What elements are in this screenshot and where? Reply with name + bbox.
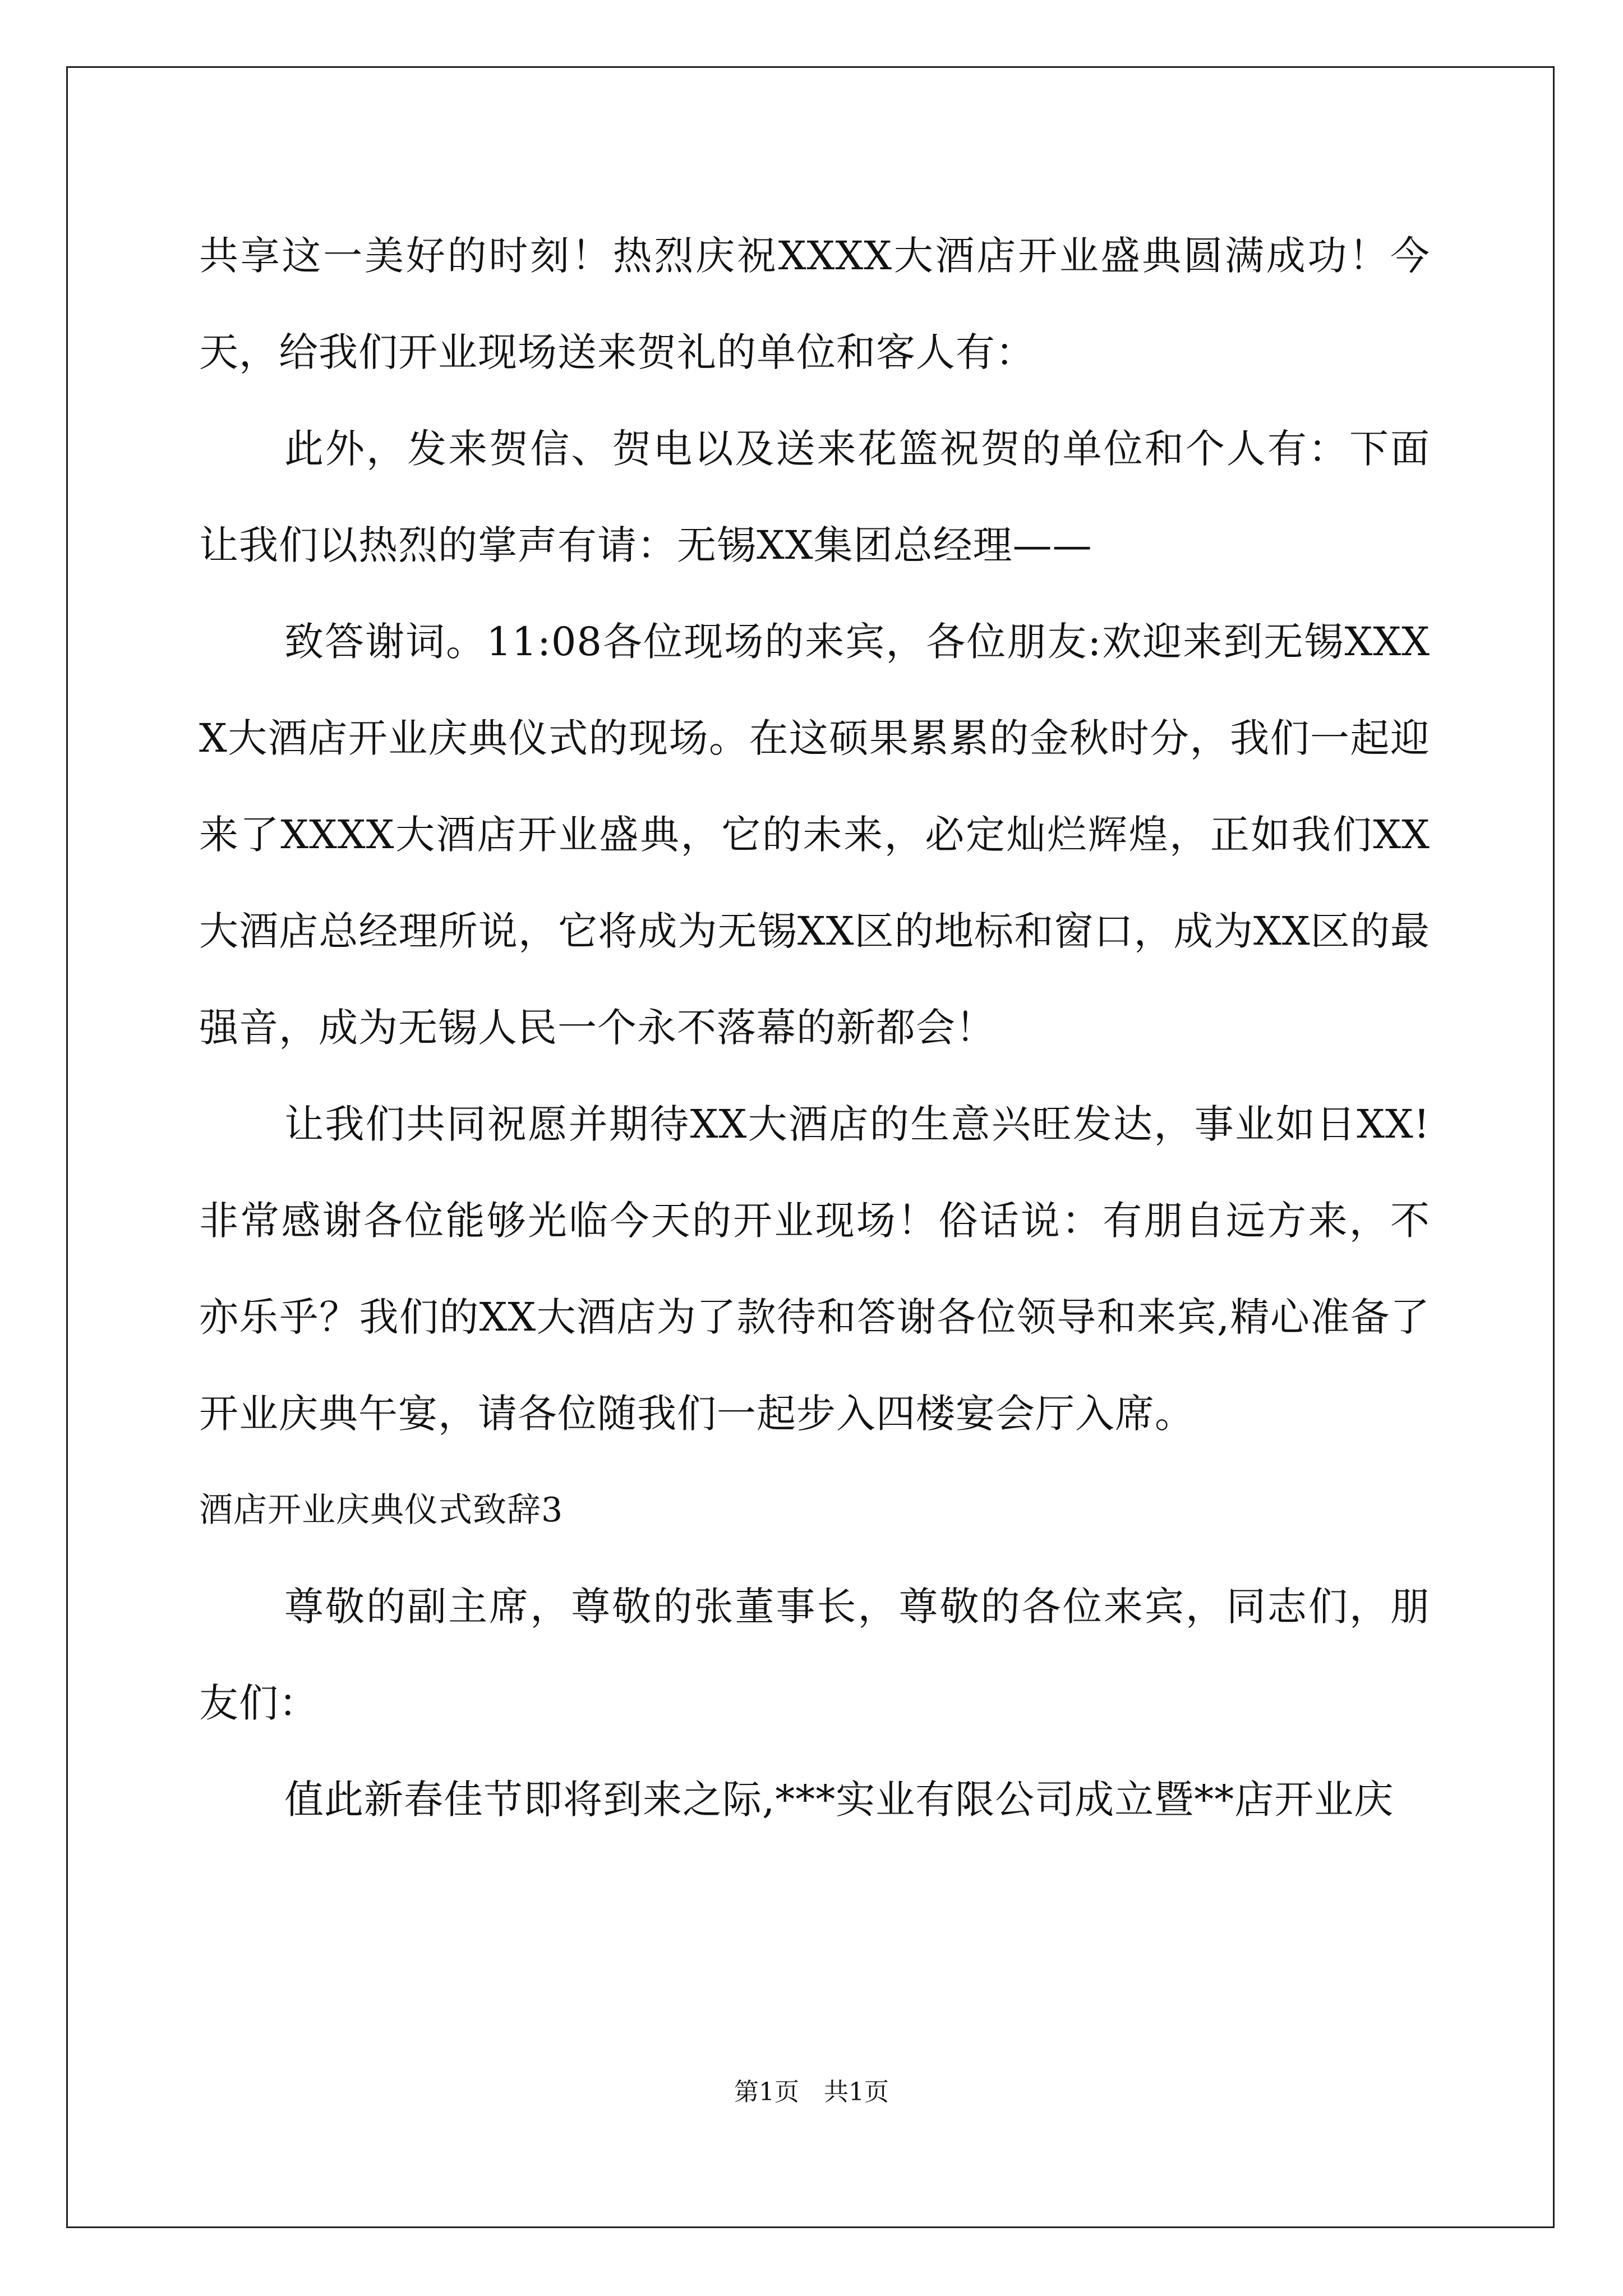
section-paragraph-2: 值此新春佳节即将到来之际,***实业有限公司成立暨**店开业庆: [284, 1777, 1394, 1823]
section-title: 酒店开业庆典仪式致辞3: [199, 1490, 564, 1530]
document-body: [199, 208, 1430, 1848]
page-number: 第1页: [734, 2078, 799, 2106]
paragraph-1: 共享这一美好的时刻！热烈庆祝XXXX大酒店开业盛典圆满成功！今天，给我们开业现场送来贺礼的单位和客人有：: [199, 233, 1430, 375]
section-paragraph-1: 尊敬的副主席，尊敬的张董事长，尊敬的各位来宾，同志们，朋友们：: [199, 1584, 1430, 1726]
page-total: 共1页: [824, 2078, 889, 2106]
paragraph-4: 让我们共同祝愿并期待XX大酒店的生意兴旺发达，事业如日XX!非常感谢各位能够光临今天的开业现场！俗话说：有朋自远方来，不亦乐乎？我们的XX大酒店为了款待和答谢各位领导和来宾,精心准备了开业庆典午宴，请各位随我们一起步入四楼宴会厅入席。: [199, 1101, 1430, 1437]
paragraph-2: 此外，发来贺信、贺电以及送来花篮祝贺的单位和个人有：下面让我们以热烈的掌声有请：无锡XX集团总经理——: [199, 426, 1430, 568]
paragraph-3: 致答谢词。11:08各位现场的来宾，各位朋友:欢迎来到无锡XXXX大酒店开业庆典仪式的现场。在这硕果累累的金秋时分，我们一起迎来了XXXX大酒店开业盛典，它的未来，必定灿烂辉煌，正如我们XX大酒店总经理所说，它将成为无锡XX区的地标和窗口，成为XX区的最强音，成为无锡人民一个永不落幕的新都会！: [199, 619, 1430, 1051]
page-footer: [0, 2076, 1623, 2109]
